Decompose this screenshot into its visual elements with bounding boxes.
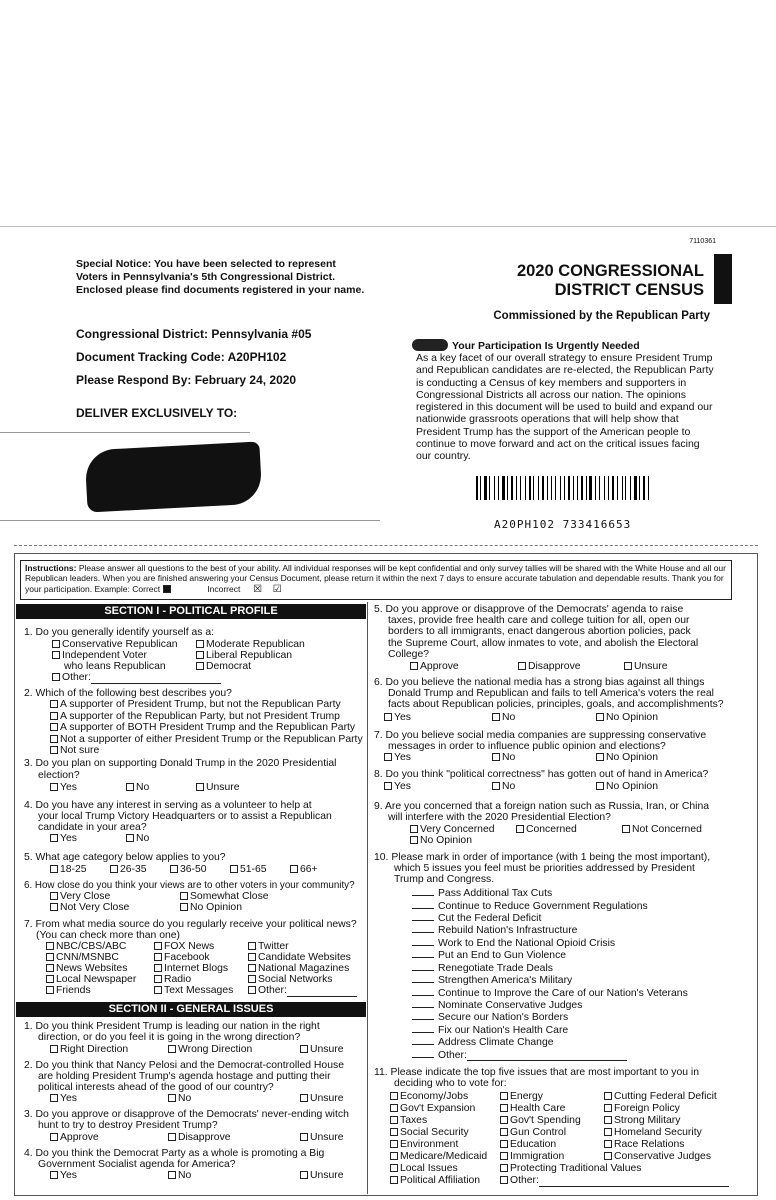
- barcode-bar: [589, 476, 591, 500]
- barcode-text: A20PH102 733416653: [494, 518, 632, 531]
- option-very-concerned[interactable]: Very Concerned: [410, 824, 495, 835]
- barcode-bar: [643, 476, 645, 500]
- option-age-51-65[interactable]: 51-65: [230, 864, 267, 875]
- option-age-66-plus[interactable]: 66+: [290, 864, 318, 875]
- rank-item[interactable]: Continue to Reduce Government Regulations: [412, 900, 754, 912]
- option-govt-spending[interactable]: Gov't Spending: [500, 1115, 581, 1126]
- rank-item[interactable]: Cut the Federal Deficit: [412, 912, 754, 924]
- barcode-bar: [529, 476, 531, 500]
- s1-q7-text: 7. From what media source do you regularly receive your political news? (You can check more than one): [24, 918, 357, 942]
- barcode-bar: [568, 476, 570, 500]
- barcode-bar: [489, 476, 490, 500]
- option-conservative-judges[interactable]: Conservative Judges: [604, 1151, 711, 1162]
- barcode-bar: [484, 476, 486, 500]
- option-no-opinion[interactable]: No Opinion: [596, 712, 658, 723]
- commissioned-by: Commissioned by the Republican Party: [493, 310, 710, 322]
- barcode-bar: [623, 476, 624, 500]
- option-no-opinion[interactable]: No Opinion: [180, 902, 242, 913]
- barcode-bar: [518, 476, 519, 500]
- barcode-bar: [627, 476, 629, 500]
- incorrect-label: Incorrect: [207, 583, 241, 594]
- option-radio[interactable]: Radio: [154, 974, 191, 985]
- barcode-bar: [509, 476, 510, 500]
- option-social-security[interactable]: Social Security: [390, 1127, 469, 1138]
- barcode-bar: [639, 476, 640, 500]
- option-traditional-values[interactable]: Protecting Traditional Values: [500, 1163, 642, 1174]
- option-no[interactable]: No: [492, 781, 515, 792]
- s2-q3-options: [50, 1132, 366, 1144]
- q10-rank-list: [412, 887, 754, 1061]
- option-yes[interactable]: Yes: [384, 752, 411, 763]
- option-age-36-50[interactable]: 36-50: [170, 864, 207, 875]
- barcode-bar: [584, 476, 585, 500]
- option-medicare-medicaid[interactable]: Medicare/Medicaid: [390, 1151, 487, 1162]
- barcode-bar: [625, 476, 626, 500]
- option-conservative-republican[interactable]: Conservative Republican: [52, 639, 178, 650]
- redacted-address: [84, 441, 262, 512]
- option-cnn-msnbc[interactable]: CNN/MSNBC: [46, 952, 119, 963]
- barcode-bar: [476, 476, 478, 500]
- perforation-line: [14, 545, 758, 546]
- option-unsure[interactable]: Unsure: [300, 1044, 344, 1055]
- barcode-bar: [535, 476, 537, 500]
- barcode-bar: [496, 476, 497, 500]
- option-no-opinion[interactable]: No Opinion: [596, 752, 658, 763]
- option-trump-not-party[interactable]: A supporter of President Trump, but not the Republican Party: [50, 699, 366, 710]
- barcode-bar: [560, 476, 562, 500]
- option-unsure[interactable]: Unsure: [300, 1132, 344, 1143]
- barcode-bar: [632, 476, 633, 500]
- district-line: Congressional District: Pennsylvania #05: [76, 327, 312, 341]
- option-strong-military[interactable]: Strong Military: [604, 1115, 680, 1126]
- barcode-bar: [564, 476, 565, 500]
- barcode-bar: [612, 476, 614, 500]
- barcode-bar: [516, 476, 517, 500]
- option-party-not-trump[interactable]: A supporter of the Republican Party, but not President Trump: [50, 711, 366, 722]
- option-no[interactable]: No: [126, 782, 149, 793]
- option-age-18-25[interactable]: 18-25: [50, 864, 87, 875]
- option-friends[interactable]: Friends: [46, 985, 91, 996]
- barcode-bar: [545, 476, 546, 500]
- option-race-relations[interactable]: Race Relations: [604, 1139, 684, 1150]
- barcode-bar: [525, 476, 526, 500]
- q11-text: 11. Please indicate the top five issues that are most important to you in deciding who to vote for:: [374, 1066, 699, 1090]
- option-internet-blogs[interactable]: Internet Blogs: [154, 963, 228, 974]
- s1-q1-text: 1. Do you generally identify yourself as a:: [24, 627, 215, 638]
- address-line-top: [0, 432, 250, 433]
- barcode-bar: [575, 476, 577, 500]
- right-column: [374, 604, 754, 1187]
- q5-text: 5. Do you approve or disapprove of the Democrats' agenda to raise taxes, provide free health care and college tuition for all, open our borders to all immigrants, enact dangerous abortion policies, pack the Supreme Court, allow inmates to vote, and abolish the Electoral College?: [374, 604, 699, 660]
- q8-options: [384, 780, 754, 793]
- option-issues-other[interactable]: Other:: [500, 1175, 729, 1186]
- option-political-affiliation[interactable]: Political Affiliation: [390, 1175, 480, 1186]
- barcode-bar: [502, 476, 504, 500]
- barcode-bar: [608, 476, 609, 500]
- option-homeland-security[interactable]: Homeland Security: [604, 1127, 702, 1138]
- option-no[interactable]: No: [168, 1093, 191, 1104]
- barcode-bar: [595, 476, 596, 500]
- barcode-bar: [522, 476, 524, 500]
- rank-item-other[interactable]: Other:: [412, 1049, 754, 1061]
- rank-item[interactable]: Rebuild Nation's Infrastructure: [412, 924, 754, 936]
- option-no[interactable]: No: [492, 752, 515, 763]
- urgent-body: As a key facet of our overall strategy to ensure President Trump and Republican candidates are re-elected, the Republican Party is conducting a Census of key members and supporters in Congressional Districts all across our nation. The opinions registered in this document will be used to build and expand our nationwide grassroots operations that will help show that President Trump has the support of the American people to continue to move forward and act on the critical issues facing our country.: [416, 352, 714, 463]
- barcode-bar: [638, 476, 639, 500]
- option-moderate-republican[interactable]: Moderate Republican: [196, 639, 305, 650]
- s1-q3-options: [50, 781, 366, 794]
- option-yes[interactable]: Yes: [384, 781, 411, 792]
- respond-by: Please Respond By: February 24, 2020: [76, 373, 297, 387]
- q6-options: [384, 711, 754, 724]
- barcode-bar: [599, 476, 600, 500]
- option-facebook[interactable]: Facebook: [154, 952, 210, 963]
- option-yes[interactable]: Yes: [50, 1170, 77, 1181]
- option-cutting-federal-deficit[interactable]: Cutting Federal Deficit: [604, 1091, 717, 1102]
- option-not-sure[interactable]: Not sure: [50, 745, 366, 756]
- option-no-opinion[interactable]: No Opinion: [410, 835, 472, 846]
- option-approve[interactable]: Approve: [50, 1132, 99, 1143]
- section-1-heading: SECTION I - POLITICAL PROFILE: [16, 604, 366, 619]
- q9-options: [400, 824, 754, 848]
- s1-q1-options: [52, 638, 366, 684]
- option-independent-voter[interactable]: Independent Voter: [52, 650, 147, 661]
- option-neither[interactable]: Not a supporter of either President Trump or the Republican Party: [50, 734, 366, 745]
- option-democrat[interactable]: Democrat: [196, 661, 251, 672]
- barcode-bar: [547, 476, 548, 500]
- option-somewhat-close[interactable]: Somewhat Close: [180, 891, 269, 902]
- barcode-bar: [553, 476, 554, 500]
- option-taxes[interactable]: Taxes: [390, 1115, 427, 1126]
- urgent-heading: Your Participation Is Urgently Needed: [452, 340, 640, 352]
- barcode-bar: [615, 476, 616, 500]
- q7-text: 7. Do you believe social media companies are suppressing conservative messages in order to influence public opinion and elections?: [374, 729, 707, 752]
- s2-q2-options: [50, 1093, 366, 1105]
- rank-item[interactable]: Work to End the National Opioid Crisis: [412, 937, 754, 949]
- option-news-websites[interactable]: News Websites: [46, 963, 127, 974]
- barcode-bar: [562, 476, 563, 500]
- barcode-bar: [540, 476, 541, 500]
- option-no[interactable]: No: [492, 712, 515, 723]
- option-foreign-policy[interactable]: Foreign Policy: [604, 1103, 680, 1114]
- s1-q4-options: [50, 833, 366, 846]
- s1-q6-text: 6. How close do you think your views are to other voters in your community?: [24, 879, 355, 891]
- option-leans-republican-label: who leans Republican: [64, 661, 166, 673]
- q11-options: [390, 1091, 754, 1187]
- barcode-bar: [494, 476, 495, 500]
- option-not-concerned[interactable]: Not Concerned: [622, 824, 702, 835]
- rank-item[interactable]: Nominate Conservative Judges: [412, 999, 754, 1011]
- option-local-newspaper[interactable]: Local Newspaper: [46, 974, 136, 985]
- urgent-stamp-icon: [412, 339, 448, 351]
- notice-line-3: Enclosed please find documents registered in your name.: [76, 284, 365, 296]
- barcode-bar: [511, 476, 513, 500]
- rank-item[interactable]: Strengthen America's Military: [412, 974, 754, 986]
- option-economy-jobs[interactable]: Economy/Jobs: [390, 1091, 468, 1102]
- option-local-issues[interactable]: Local Issues: [390, 1163, 458, 1174]
- special-notice: [76, 258, 376, 297]
- option-disapprove[interactable]: Disapprove: [518, 661, 581, 672]
- s2-q2-text: 2. Do you think that Nancy Pelosi and the Democrat-controlled House are holding President Trump's agenda hostage and putting their political interests ahead of the good of our country?: [24, 1059, 344, 1094]
- barcode-bar: [514, 476, 516, 500]
- s1-q5-text: 5. What age category below applies to you?: [24, 852, 226, 864]
- s1-q5-options: [50, 864, 366, 876]
- option-both[interactable]: A supporter of BOTH President Trump and the Republican Party: [50, 722, 366, 733]
- barcode-bar: [604, 476, 605, 500]
- barcode-bar: [605, 476, 607, 500]
- barcode-bar: [617, 476, 618, 500]
- option-health-care[interactable]: Health Care: [500, 1103, 565, 1114]
- option-national-magazines[interactable]: National Magazines: [248, 963, 349, 974]
- s1-q3-text: 3. Do you plan on supporting Donald Trump in the 2020 Presidential election?: [24, 758, 337, 781]
- barcode-bar: [549, 476, 551, 500]
- barcode-bar: [557, 476, 559, 500]
- barcode: [476, 476, 652, 500]
- option-energy[interactable]: Energy: [500, 1091, 543, 1102]
- barcode-bar: [601, 476, 603, 500]
- option-unsure[interactable]: Unsure: [300, 1170, 344, 1181]
- instructions-box: [20, 560, 732, 600]
- tracking-number: 7110361: [689, 238, 716, 245]
- q8-text: 8. Do you think "political correctness" has gotten out of hand in America?: [374, 769, 709, 781]
- barcode-bar: [630, 476, 632, 500]
- barcode-bar: [479, 476, 480, 500]
- s1-q2-options: [50, 699, 366, 756]
- s2-q4-text: 4. Do you think the Democrat Party as a whole is promoting a Big Government Socialist agenda for America?: [24, 1147, 325, 1170]
- option-twitter[interactable]: Twitter: [248, 941, 289, 952]
- deliver-to: DELIVER EXCLUSIVELY TO:: [76, 406, 238, 420]
- option-yes[interactable]: Yes: [50, 782, 77, 793]
- option-no[interactable]: No: [168, 1170, 191, 1181]
- title-line-1: 2020 CONGRESSIONAL: [516, 262, 704, 280]
- rank-item[interactable]: Pass Additional Tax Cuts: [412, 887, 754, 899]
- rank-item[interactable]: Renegotiate Trade Deals: [412, 962, 754, 974]
- barcode-bar: [480, 476, 481, 500]
- barcode-bar: [566, 476, 567, 500]
- barcode-bar: [532, 476, 533, 500]
- option-candidate-websites[interactable]: Candidate Websites: [248, 952, 351, 963]
- s1-q7-options: [46, 941, 366, 999]
- barcode-bar: [622, 476, 623, 500]
- barcode-bar: [634, 476, 636, 500]
- barcode-bar: [646, 476, 647, 500]
- barcode-bar: [555, 476, 556, 500]
- barcode-bar: [649, 476, 651, 500]
- option-liberal-republican[interactable]: Liberal Republican: [196, 650, 292, 661]
- option-concerned[interactable]: Concerned: [516, 824, 577, 835]
- option-other[interactable]: Other:: [52, 672, 221, 683]
- option-very-close[interactable]: Very Close: [50, 891, 110, 902]
- barcode-bar: [507, 476, 508, 500]
- option-unsure[interactable]: Unsure: [624, 661, 668, 672]
- barcode-bar: [648, 476, 649, 500]
- s2-q1-options: [50, 1044, 366, 1056]
- option-environment[interactable]: Environment: [390, 1139, 458, 1150]
- barcode-bar: [597, 476, 598, 500]
- barcode-bar: [482, 476, 483, 500]
- rank-item[interactable]: Address Climate Change: [412, 1036, 754, 1048]
- q6-text: 6. Do you believe the national media has a strong bias against all things Donald Trump and Republican and fails to tell America's voters the real facts about Republican policies, principles, goals, and accomplishments?: [374, 677, 724, 711]
- document-title: [517, 262, 704, 300]
- q9-text: 9. Are you concerned that a foreign nation such as Russia, Iran, or China will interfere with the 2020 Presidential Election?: [374, 801, 710, 824]
- notice-line-1: Special Notice: You have been selected to represent: [76, 258, 336, 270]
- q7-options: [384, 752, 754, 765]
- title-black-bar: [714, 254, 732, 304]
- tracking-code: Document Tracking Code: A20PH102: [76, 350, 287, 364]
- barcode-bar: [581, 476, 583, 500]
- q10-text: 10. Please mark in order of importance (with 1 being the most important), which 5 issues you feel must be priorities addressed by President Trump and Congress.: [374, 851, 711, 886]
- incorrect-check-icon: ☑: [272, 583, 282, 595]
- s2-q3-text: 3. Do you approve or disapprove of the Democrats' never-ending witch hunt to try to destroy President Trump?: [24, 1109, 349, 1132]
- option-yes[interactable]: Yes: [384, 712, 411, 723]
- correct-example-icon: [163, 585, 171, 593]
- barcode-bar: [586, 476, 587, 500]
- rank-item[interactable]: Put an End to Gun Violence: [412, 949, 754, 961]
- rank-item[interactable]: Secure our Nation's Borders: [412, 1011, 754, 1023]
- barcode-bar: [520, 476, 521, 500]
- instructions-label: Instructions:: [25, 563, 77, 573]
- option-disapprove[interactable]: Disapprove: [168, 1132, 231, 1143]
- option-immigration[interactable]: Immigration: [500, 1151, 564, 1162]
- barcode-bar: [491, 476, 493, 500]
- barcode-bar: [577, 476, 578, 500]
- q5-options: [410, 660, 754, 673]
- rank-item[interactable]: Continue to Improve the Care of our Nation's Veterans: [412, 987, 754, 999]
- option-fox-news[interactable]: FOX News: [154, 941, 214, 952]
- option-yes[interactable]: Yes: [50, 1093, 77, 1104]
- option-social-networks[interactable]: Social Networks: [248, 974, 333, 985]
- option-education[interactable]: Education: [500, 1139, 556, 1150]
- barcode-bar: [610, 476, 611, 500]
- option-wrong-direction[interactable]: Wrong Direction: [168, 1044, 252, 1055]
- barcode-bar: [619, 476, 621, 500]
- option-gun-control[interactable]: Gun Control: [500, 1127, 566, 1138]
- rank-item[interactable]: Fix our Nation's Health Care: [412, 1024, 754, 1036]
- option-no-opinion[interactable]: No Opinion: [596, 781, 658, 792]
- option-age-26-35[interactable]: 26-35: [110, 864, 147, 875]
- section-2-heading: SECTION II - GENERAL ISSUES: [16, 1002, 366, 1017]
- s2-q1-text: 1. Do you think President Trump is leading our nation in the right direction, or do you feel it is going in the wrong direction?: [24, 1021, 320, 1044]
- address-line-bottom: [0, 520, 380, 521]
- barcode-bar: [641, 476, 642, 500]
- instructions-text: Please answer all questions to the best of your ability. All individual responses will be kept confidential and only survey tallies will be shared with the White House and all our Republican leaders. When you are finished answering your Census Document, please return it within the next 7 days to ensure accurate tabulation and dependable results. Thank you for your participation. Example: Correct: [25, 563, 726, 594]
- barcode-bar: [533, 476, 534, 500]
- s1-q4-text: 4. Do you have any interest in serving as a volunteer to help at your local Trump Victory Headquarters or to assist a Republican candidate in your area?: [24, 799, 332, 834]
- barcode-bar: [527, 476, 528, 500]
- barcode-bar: [542, 476, 544, 500]
- option-no[interactable]: No: [126, 833, 149, 844]
- top-divider: [0, 226, 776, 227]
- barcode-bar: [506, 476, 507, 500]
- barcode-bar: [573, 476, 574, 500]
- barcode-bar: [500, 476, 501, 500]
- option-text-messages[interactable]: Text Messages: [154, 985, 233, 996]
- option-yes[interactable]: Yes: [50, 833, 77, 844]
- option-nbc-cbs-abc[interactable]: NBC/CBS/ABC: [46, 941, 126, 952]
- barcode-bar: [498, 476, 500, 500]
- s1-q6-options: [50, 891, 366, 915]
- option-media-other[interactable]: Other:: [248, 985, 357, 996]
- barcode-bar: [488, 476, 489, 500]
- option-approve[interactable]: Approve: [410, 661, 459, 672]
- option-unsure[interactable]: Unsure: [196, 782, 240, 793]
- title-line-2: DISTRICT CENSUS: [554, 281, 704, 299]
- incorrect-x-icon: ☒: [253, 583, 263, 595]
- barcode-bar: [587, 476, 588, 500]
- option-govt-expansion[interactable]: Gov't Expansion: [390, 1103, 475, 1114]
- barcode-bar: [538, 476, 539, 500]
- barcode-bar: [579, 476, 580, 500]
- barcode-bar: [551, 476, 552, 500]
- notice-line-2: Voters in Pennsylvania's 5th Congressional District.: [76, 271, 336, 283]
- option-unsure[interactable]: Unsure: [300, 1093, 344, 1104]
- option-right-direction[interactable]: Right Direction: [50, 1044, 128, 1055]
- barcode-bar: [571, 476, 572, 500]
- s1-q2-text: 2. Which of the following best describes you?: [24, 688, 232, 700]
- left-column: [16, 604, 366, 1182]
- option-not-very-close[interactable]: Not Very Close: [50, 902, 129, 913]
- s2-q4-options: [50, 1170, 366, 1182]
- barcode-bar: [593, 476, 595, 500]
- column-divider: [367, 602, 368, 1194]
